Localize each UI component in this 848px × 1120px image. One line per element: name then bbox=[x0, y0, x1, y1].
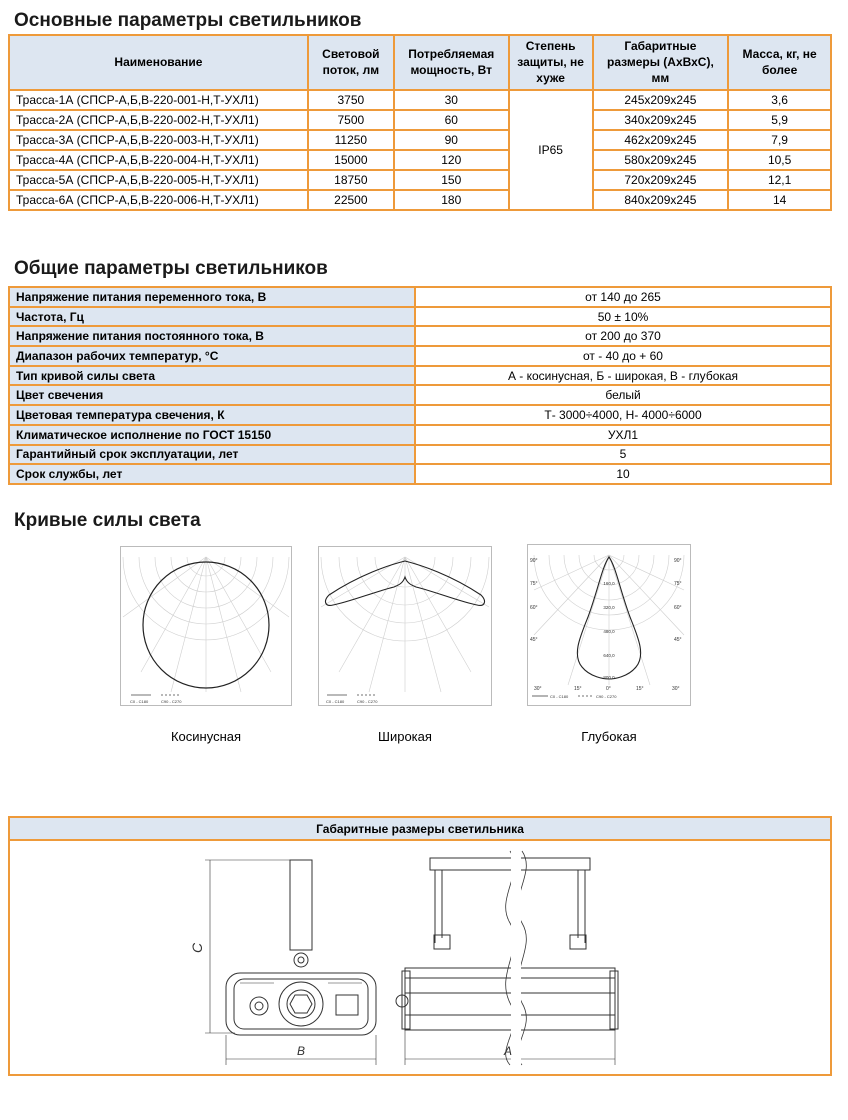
angle-label: 30° bbox=[534, 686, 542, 692]
curve-legend-2: C90 - C270 bbox=[161, 699, 182, 704]
col-header-dims: Габаритные размеры (АхВхС), мм bbox=[593, 35, 729, 90]
wide-polar-svg bbox=[319, 547, 491, 705]
params-table bbox=[8, 34, 832, 211]
cell-power: 30 bbox=[394, 90, 509, 110]
curve-legend-1: C0 - C180 bbox=[326, 699, 345, 704]
cell-mass: 14 bbox=[728, 190, 831, 210]
param-label: Диапазон рабочих температур, °С bbox=[9, 346, 415, 366]
cell-mass: 5,9 bbox=[728, 110, 831, 130]
deep-caption: Глубокая bbox=[581, 729, 637, 744]
ring-label: 160,0 bbox=[603, 581, 615, 586]
table-row bbox=[9, 90, 831, 110]
cell-power: 180 bbox=[394, 190, 509, 210]
side-view-drawing bbox=[396, 851, 618, 1065]
main-params-title: Основные параметры светильников bbox=[14, 10, 362, 31]
param-label: Цвет свечения bbox=[9, 385, 415, 405]
dimensions-drawing bbox=[10, 843, 830, 1074]
cell-name: Трасса-3А (СПСР-А,Б,В-220-003-Н,Т-УХЛ1) bbox=[9, 130, 308, 150]
cell-name: Трасса-6А (СПСР-А,Б,В-220-006-Н,Т-УХЛ1) bbox=[9, 190, 308, 210]
cell-name: Трасса-4А (СПСР-А,Б,В-220-004-Н,Т-УХЛ1) bbox=[9, 150, 308, 170]
col-header-protection: Степень защиты, не хуже bbox=[509, 35, 593, 90]
param-label: Напряжение питания переменного тока, В bbox=[9, 287, 415, 307]
cell-flux: 7500 bbox=[308, 110, 394, 130]
cosine-curve-diagram bbox=[120, 546, 292, 706]
curves-title: Кривые силы света bbox=[14, 510, 201, 531]
table-row bbox=[9, 150, 831, 170]
table-header-row bbox=[9, 35, 831, 90]
cell-mass: 10,5 bbox=[728, 150, 831, 170]
table-row bbox=[9, 110, 831, 130]
param-value: УХЛ1 bbox=[415, 425, 831, 445]
ring-label: 320,0 bbox=[603, 605, 615, 610]
angle-label: 60° bbox=[674, 605, 682, 611]
col-header-flux: Световой поток, лм bbox=[308, 35, 394, 90]
cell-flux: 15000 bbox=[308, 150, 394, 170]
param-label: Климатическое исполнение по ГОСТ 15150 bbox=[9, 425, 415, 445]
angle-label: 75° bbox=[530, 581, 538, 587]
col-header-power: Потребляемая мощность, Вт bbox=[394, 35, 509, 90]
dimensions-header: Габаритные размеры светильника bbox=[10, 818, 830, 841]
angle-label: 30° bbox=[672, 686, 680, 692]
angle-label: 45° bbox=[530, 637, 538, 643]
ring-label: 800,0 bbox=[603, 675, 615, 680]
table-row bbox=[9, 405, 831, 425]
param-value: Т- 3000÷4000, Н- 4000÷6000 bbox=[415, 405, 831, 425]
cell-dims: 245x209x245 bbox=[593, 90, 729, 110]
angle-label: 75° bbox=[674, 581, 682, 587]
deep-polar-svg bbox=[528, 545, 690, 705]
param-value: от - 40 до + 60 bbox=[415, 346, 831, 366]
table-row bbox=[9, 445, 831, 465]
table-row bbox=[9, 326, 831, 346]
wide-curve-diagram bbox=[318, 546, 492, 706]
col-header-mass: Масса, кг, не более bbox=[728, 35, 831, 90]
angle-label: 0° bbox=[606, 686, 611, 692]
table-row bbox=[9, 190, 831, 210]
param-value: белый bbox=[415, 385, 831, 405]
cell-flux: 3750 bbox=[308, 90, 394, 110]
param-label: Цветовая температура свечения, К bbox=[9, 405, 415, 425]
col-header-name: Наименование bbox=[9, 35, 308, 90]
angle-label: 90° bbox=[674, 558, 682, 564]
cell-dims: 580x209x245 bbox=[593, 150, 729, 170]
param-value: 5 bbox=[415, 445, 831, 465]
param-value: от 200 до 370 bbox=[415, 326, 831, 346]
general-params-table bbox=[8, 286, 832, 485]
param-label: Частота, Гц bbox=[9, 307, 415, 327]
ring-label: 640,0 bbox=[603, 653, 615, 658]
curve-legend-1: C0 - C180 bbox=[130, 699, 149, 704]
cell-dims: 840x209x245 bbox=[593, 190, 729, 210]
dimension-b-label: B bbox=[297, 1044, 306, 1058]
param-label: Напряжение питания постоянного тока, В bbox=[9, 326, 415, 346]
cosine-polar-svg bbox=[121, 547, 291, 705]
cell-power: 120 bbox=[394, 150, 509, 170]
param-value: 50 ± 10% bbox=[415, 307, 831, 327]
table-row bbox=[9, 287, 831, 307]
cell-power: 90 bbox=[394, 130, 509, 150]
dimensions-panel bbox=[8, 816, 832, 1076]
angle-label: 15° bbox=[574, 686, 582, 692]
dimension-c-label: C bbox=[189, 942, 205, 953]
cell-flux: 11250 bbox=[308, 130, 394, 150]
front-view-drawing bbox=[205, 860, 376, 1065]
general-params-title: Общие параметры светильников bbox=[14, 258, 328, 279]
param-label: Гарантийный срок эксплуатации, лет bbox=[9, 445, 415, 465]
wide-caption: Широкая bbox=[378, 729, 432, 744]
cell-flux: 18750 bbox=[308, 170, 394, 190]
curve-legend-1: C0 - C180 bbox=[550, 694, 569, 699]
cell-dims: 340x209x245 bbox=[593, 110, 729, 130]
angle-label: 45° bbox=[674, 637, 682, 643]
param-value: от 140 до 265 bbox=[415, 287, 831, 307]
cell-name: Трасса-5А (СПСР-А,Б,В-220-005-Н,Т-УХЛ1) bbox=[9, 170, 308, 190]
cell-flux: 22500 bbox=[308, 190, 394, 210]
angle-label: 90° bbox=[530, 558, 538, 564]
cell-power: 60 bbox=[394, 110, 509, 130]
cell-mass: 3,6 bbox=[728, 90, 831, 110]
cell-dims: 720x209x245 bbox=[593, 170, 729, 190]
deep-curve-diagram bbox=[527, 544, 691, 706]
table-row bbox=[9, 425, 831, 445]
cell-power: 150 bbox=[394, 170, 509, 190]
dimension-a-label: A bbox=[504, 1044, 513, 1058]
table-row bbox=[9, 170, 831, 190]
table-row bbox=[9, 307, 831, 327]
table-row bbox=[9, 385, 831, 405]
cell-mass: 7,9 bbox=[728, 130, 831, 150]
cell-protection: IP65 bbox=[509, 90, 593, 210]
curve-legend-2: C90 - C270 bbox=[357, 699, 378, 704]
table-row bbox=[9, 346, 831, 366]
cell-dims: 462x209x245 bbox=[593, 130, 729, 150]
cell-name: Трасса-2А (СПСР-А,Б,В-220-002-Н,Т-УХЛ1) bbox=[9, 110, 308, 130]
param-value: 10 bbox=[415, 464, 831, 484]
param-value: А - косинусная, Б - широкая, В - глубокая bbox=[415, 366, 831, 386]
param-label: Срок службы, лет bbox=[9, 464, 415, 484]
cosine-caption: Косинусная bbox=[170, 729, 242, 744]
table-row bbox=[9, 464, 831, 484]
table-row bbox=[9, 130, 831, 150]
ring-label: 480,0 bbox=[603, 629, 615, 634]
angle-label: 15° bbox=[636, 686, 644, 692]
angle-label: 60° bbox=[530, 605, 538, 611]
param-label: Тип кривой силы света bbox=[9, 366, 415, 386]
cell-mass: 12,1 bbox=[728, 170, 831, 190]
table-row bbox=[9, 366, 831, 386]
cell-name: Трасса-1А (СПСР-А,Б,В-220-001-Н,Т-УХЛ1) bbox=[9, 90, 308, 110]
curve-legend-2: C90 - C270 bbox=[596, 694, 617, 699]
